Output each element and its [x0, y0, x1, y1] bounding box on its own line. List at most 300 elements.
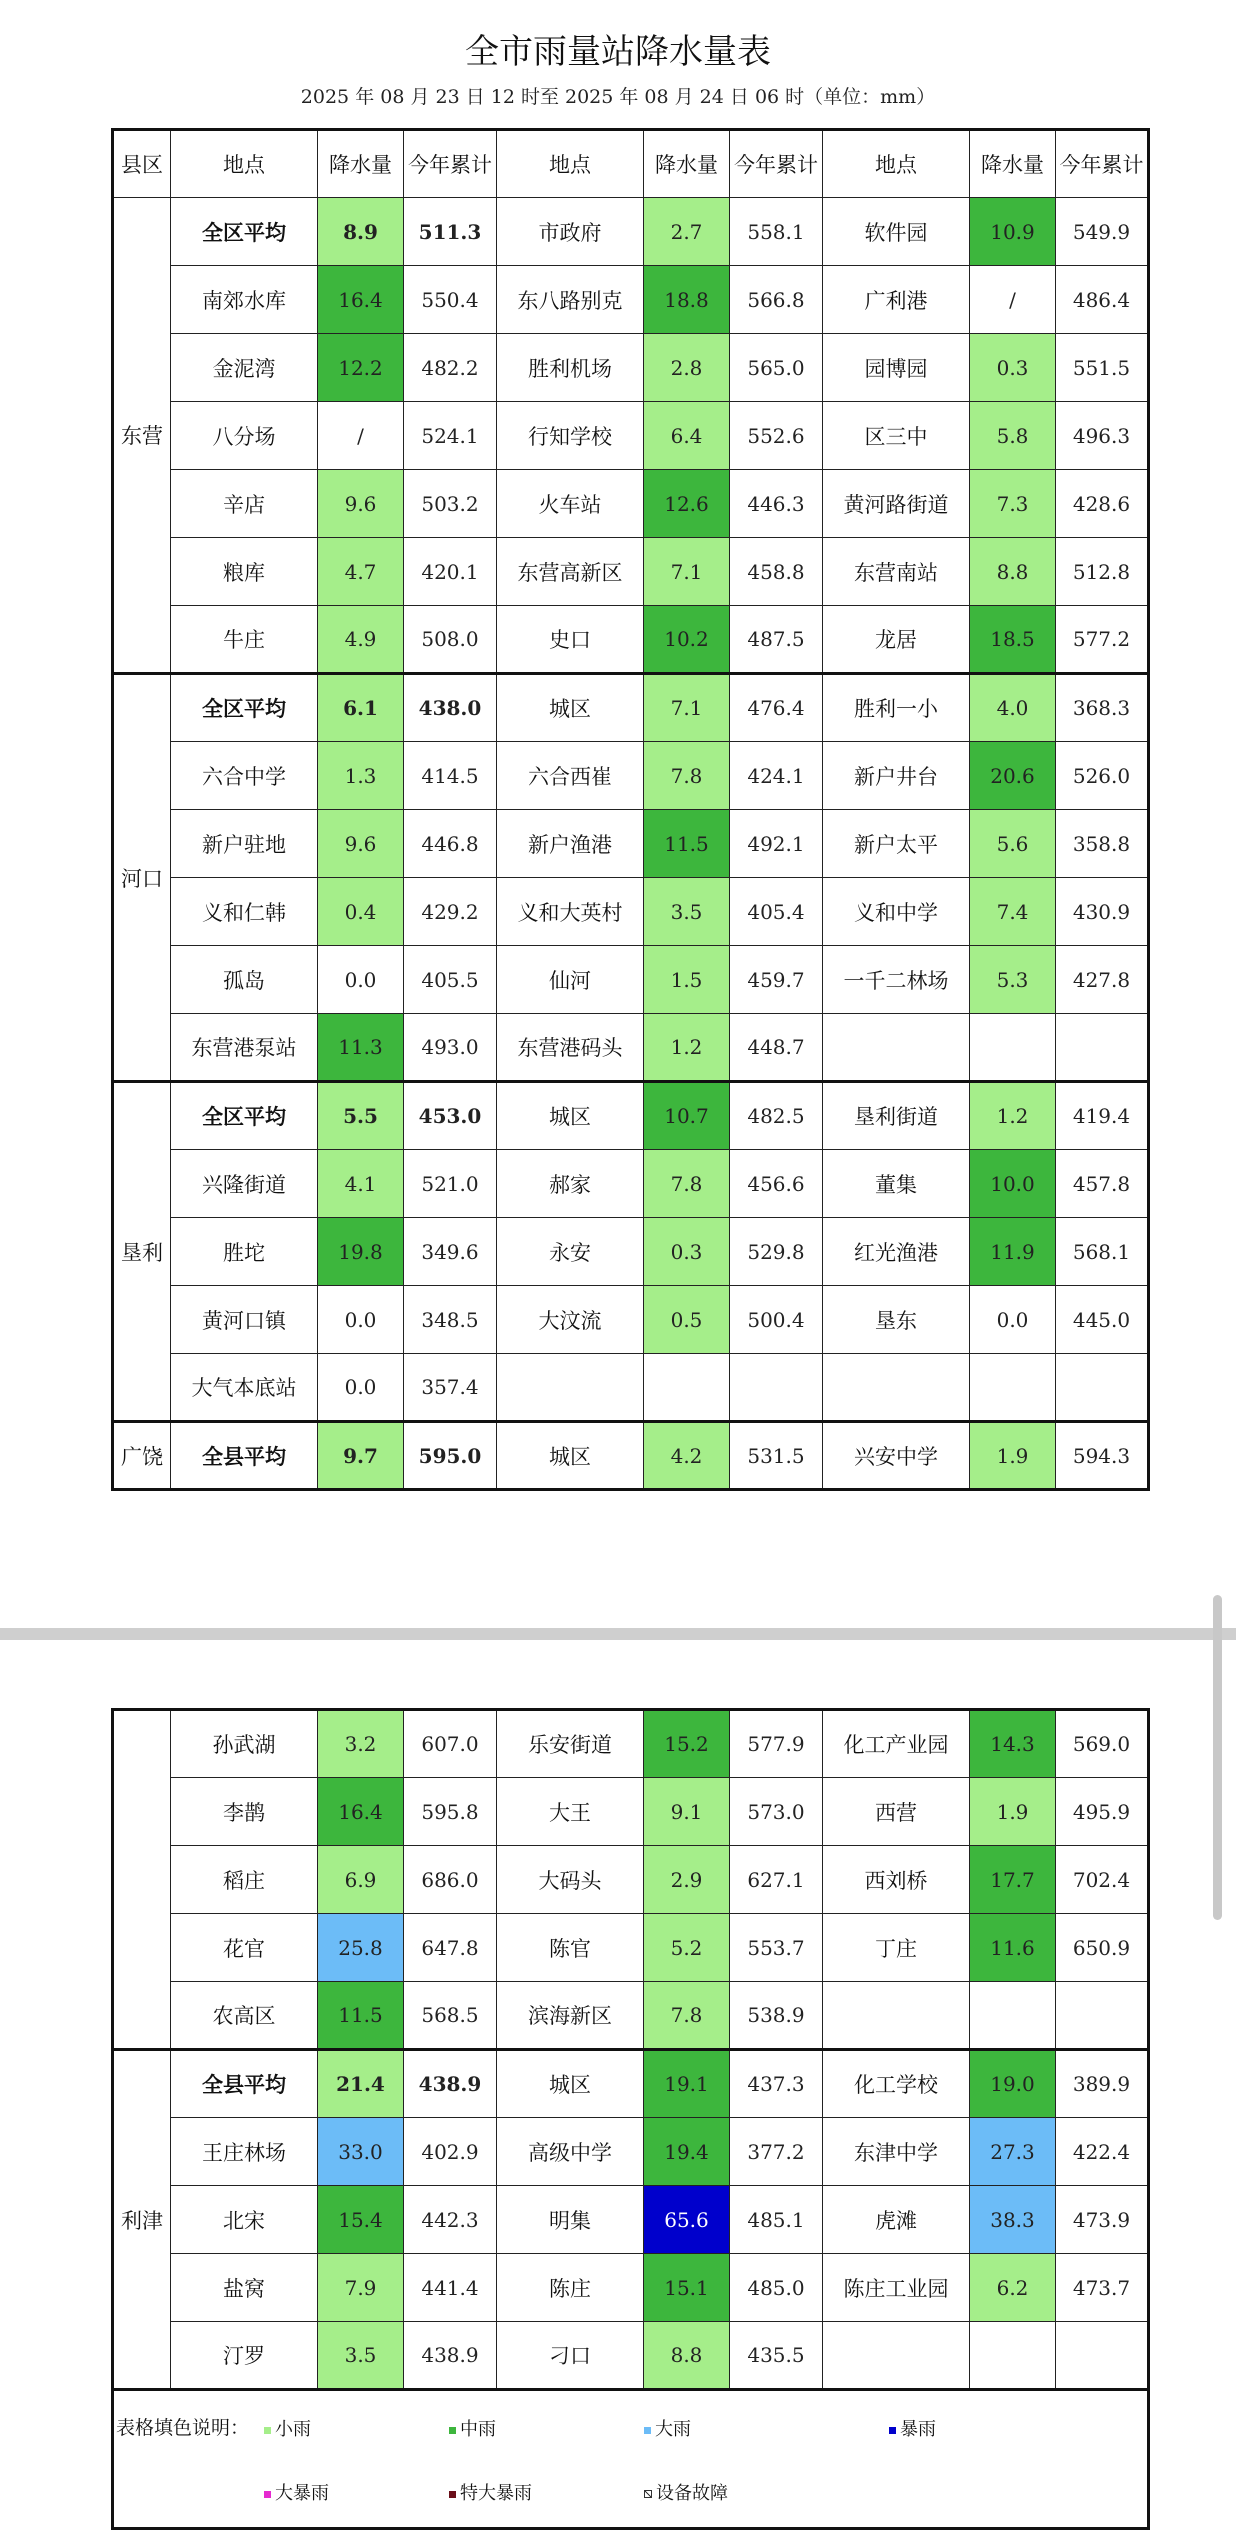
- annual-total: 402.9: [404, 2118, 497, 2186]
- page-title: 全市雨量站降水量表: [465, 32, 771, 72]
- table-row: [113, 1150, 1149, 1218]
- annual-total: 482.2: [404, 334, 497, 402]
- rainfall-value: 7.8: [644, 742, 730, 810]
- rainfall-value: 0.3: [644, 1218, 730, 1286]
- rainfall-value: 5.3: [970, 946, 1056, 1014]
- annual-total: 524.1: [404, 402, 497, 470]
- table-row: [113, 946, 1149, 1014]
- legend-item: [889, 2415, 936, 2441]
- station-name: 仙河: [497, 946, 644, 1014]
- station-name: 广利港: [823, 266, 970, 334]
- station-name: 火车站: [497, 470, 644, 538]
- station-name: 化工学校: [823, 2050, 970, 2118]
- annual-total: 457.8: [1056, 1150, 1149, 1218]
- annual-total: [1056, 1354, 1149, 1422]
- annual-total: 647.8: [404, 1914, 497, 1982]
- rainfall-value: 1.5: [644, 946, 730, 1014]
- rainfall-value: 1.3: [318, 742, 404, 810]
- table-row: [113, 334, 1149, 402]
- rainfall-value: 7.3: [970, 470, 1056, 538]
- table-row: [113, 1982, 1149, 2050]
- rainfall-value: 19.4: [644, 2118, 730, 2186]
- annual-total: 550.4: [404, 266, 497, 334]
- station-name: 新户驻地: [171, 810, 318, 878]
- annual-total: 568.1: [1056, 1218, 1149, 1286]
- annual-total: 702.4: [1056, 1846, 1149, 1914]
- annual-total: 429.2: [404, 878, 497, 946]
- rainfall-value: 6.4: [644, 402, 730, 470]
- annual-total: 549.9: [1056, 198, 1149, 266]
- station-name: 东津中学: [823, 2118, 970, 2186]
- annual-total: 508.0: [404, 606, 497, 674]
- station-name: 兴隆街道: [171, 1150, 318, 1218]
- annual-total: 430.9: [1056, 878, 1149, 946]
- annual-total: 503.2: [404, 470, 497, 538]
- station-name: 滨海新区: [497, 1982, 644, 2050]
- legend-title: 表格填色说明：: [116, 2417, 250, 2439]
- station-name: 大气本底站: [171, 1354, 318, 1422]
- table-row: [113, 674, 1149, 742]
- rainfall-value: 14.3: [970, 1710, 1056, 1778]
- annual-total: 495.9: [1056, 1778, 1149, 1846]
- station-name: 西刘桥: [823, 1846, 970, 1914]
- rainfall-value: 1.2: [970, 1082, 1056, 1150]
- station-name: 金泥湾: [171, 334, 318, 402]
- rainfall-value: 4.1: [318, 1150, 404, 1218]
- rainfall-value: 7.1: [644, 538, 730, 606]
- annual-total: 529.8: [730, 1218, 823, 1286]
- annual-total: 607.0: [404, 1710, 497, 1778]
- column-header: 降水量: [644, 130, 730, 198]
- rainfall-value: 2.8: [644, 334, 730, 402]
- station-name: 全县平均: [171, 1422, 318, 1490]
- rainfall-value: [970, 1354, 1056, 1422]
- station-name: 东营高新区: [497, 538, 644, 606]
- rainfall-value: 1.9: [970, 1778, 1056, 1846]
- table-row: [113, 402, 1149, 470]
- annual-total: 358.8: [1056, 810, 1149, 878]
- annual-total: 424.1: [730, 742, 823, 810]
- annual-total: [1056, 1014, 1149, 1082]
- station-name: 东营港泵站: [171, 1014, 318, 1082]
- annual-total: 453.0: [404, 1082, 497, 1150]
- station-name: 全区平均: [171, 198, 318, 266]
- station-name: 垦利街道: [823, 1082, 970, 1150]
- station-name: 城区: [497, 2050, 644, 2118]
- rainfall-value: /: [970, 266, 1056, 334]
- rainfall-value: 7.4: [970, 878, 1056, 946]
- station-name: 陈庄工业园: [823, 2254, 970, 2322]
- station-name: 义和中学: [823, 878, 970, 946]
- station-name: 花官: [171, 1914, 318, 1982]
- annual-total: 473.9: [1056, 2186, 1149, 2254]
- table-row: [113, 1014, 1149, 1082]
- rainfall-value: 3.2: [318, 1710, 404, 1778]
- rainfall-value: 8.9: [318, 198, 404, 266]
- rainfall-value: 11.5: [318, 1982, 404, 2050]
- table-row: [113, 198, 1149, 266]
- legend-item: [449, 2415, 496, 2441]
- rainfall-value: 9.1: [644, 1778, 730, 1846]
- column-header: 地点: [823, 130, 970, 198]
- station-name: 八分场: [171, 402, 318, 470]
- annual-total: 427.8: [1056, 946, 1149, 1014]
- station-name: 城区: [497, 1082, 644, 1150]
- table-row: [113, 2186, 1149, 2254]
- legend-item: [644, 2479, 728, 2505]
- annual-total: 458.8: [730, 538, 823, 606]
- station-name: 大汶流: [497, 1286, 644, 1354]
- rainfall-value: 0.0: [970, 1286, 1056, 1354]
- rainfall-value: 0.0: [318, 1354, 404, 1422]
- rainfall-value: 5.5: [318, 1082, 404, 1150]
- station-name: 东营南站: [823, 538, 970, 606]
- annual-total: [1056, 1982, 1149, 2050]
- table-row: [113, 1354, 1149, 1422]
- rainfall-value: 11.9: [970, 1218, 1056, 1286]
- station-name: 黄河口镇: [171, 1286, 318, 1354]
- rainfall-value: 19.8: [318, 1218, 404, 1286]
- rainfall-value: 4.0: [970, 674, 1056, 742]
- annual-total: 558.1: [730, 198, 823, 266]
- station-name: 区三中: [823, 402, 970, 470]
- station-name: 稻庄: [171, 1846, 318, 1914]
- legend-swatch-icon: [264, 2427, 271, 2434]
- table-row: [113, 2322, 1149, 2390]
- station-name: 化工产业园: [823, 1710, 970, 1778]
- rainfall-value: 25.8: [318, 1914, 404, 1982]
- annual-total: 553.7: [730, 1914, 823, 1982]
- rainfall-value: 4.2: [644, 1422, 730, 1490]
- legend-swatch-icon: [889, 2427, 896, 2434]
- annual-total: 595.0: [404, 1422, 497, 1490]
- table-row: [113, 1082, 1149, 1150]
- rainfall-value: 15.2: [644, 1710, 730, 1778]
- annual-total: 531.5: [730, 1422, 823, 1490]
- rainfall-value: 7.8: [644, 1150, 730, 1218]
- rainfall-value: 6.2: [970, 2254, 1056, 2322]
- legend-item: [264, 2479, 329, 2505]
- scrollbar[interactable]: [1213, 1595, 1222, 1920]
- rainfall-value: 7.8: [644, 1982, 730, 2050]
- annual-total: 438.9: [404, 2050, 497, 2118]
- station-name: 胜坨: [171, 1218, 318, 1286]
- rainfall-table-page-2: [111, 1708, 1150, 2530]
- station-name: 新户太平: [823, 810, 970, 878]
- rainfall-value: 6.9: [318, 1846, 404, 1914]
- annual-total: 445.0: [1056, 1286, 1149, 1354]
- station-name: 陈庄: [497, 2254, 644, 2322]
- station-name: 大码头: [497, 1846, 644, 1914]
- annual-total: 473.7: [1056, 2254, 1149, 2322]
- station-name: 新户井台: [823, 742, 970, 810]
- rainfall-value: 0.0: [318, 1286, 404, 1354]
- rainfall-value: 10.2: [644, 606, 730, 674]
- rainfall-value: 21.4: [318, 2050, 404, 2118]
- rainfall-value: 15.1: [644, 2254, 730, 2322]
- annual-total: 476.4: [730, 674, 823, 742]
- annual-total: 594.3: [1056, 1422, 1149, 1490]
- annual-total: [1056, 2322, 1149, 2390]
- annual-total: 420.1: [404, 538, 497, 606]
- column-header: 降水量: [970, 130, 1056, 198]
- county-cell: 利津: [113, 2050, 171, 2390]
- annual-total: 456.6: [730, 1150, 823, 1218]
- station-name: 城区: [497, 674, 644, 742]
- station-name: 孙武湖: [171, 1710, 318, 1778]
- rainfall-value: [970, 2322, 1056, 2390]
- station-name: 六合西崔: [497, 742, 644, 810]
- legend-label: 大雨: [655, 2419, 691, 2440]
- rainfall-value: 5.8: [970, 402, 1056, 470]
- rainfall-value: 7.1: [644, 674, 730, 742]
- annual-total: 500.4: [730, 1286, 823, 1354]
- rainfall-value: 11.5: [644, 810, 730, 878]
- rainfall-value: 18.5: [970, 606, 1056, 674]
- legend-swatch-icon: [449, 2491, 456, 2498]
- station-name: 胜利机场: [497, 334, 644, 402]
- table-row: [113, 1218, 1149, 1286]
- rainfall-value: 33.0: [318, 2118, 404, 2186]
- station-name: 郝家: [497, 1150, 644, 1218]
- rainfall-value: 5.6: [970, 810, 1056, 878]
- annual-total: 492.1: [730, 810, 823, 878]
- annual-total: 368.3: [1056, 674, 1149, 742]
- station-name: 龙居: [823, 606, 970, 674]
- annual-total: 441.4: [404, 2254, 497, 2322]
- table-row: [113, 878, 1149, 946]
- station-name: 王庄林场: [171, 2118, 318, 2186]
- column-header: 县区: [113, 130, 171, 198]
- station-name: 盐窝: [171, 2254, 318, 2322]
- table-row: [113, 538, 1149, 606]
- station-name: 东八路别克: [497, 266, 644, 334]
- rainfall-value: 9.6: [318, 810, 404, 878]
- annual-total: 551.5: [1056, 334, 1149, 402]
- legend-label: 小雨: [275, 2419, 311, 2440]
- rainfall-value: 9.7: [318, 1422, 404, 1490]
- annual-total: 650.9: [1056, 1914, 1149, 1982]
- rainfall-value: 12.6: [644, 470, 730, 538]
- rainfall-value: 3.5: [318, 2322, 404, 2390]
- annual-total: 686.0: [404, 1846, 497, 1914]
- annual-total: 552.6: [730, 402, 823, 470]
- column-header: 降水量: [318, 130, 404, 198]
- legend-swatch-icon: [449, 2427, 456, 2434]
- table-row: [113, 1710, 1149, 1778]
- table-row: [113, 1778, 1149, 1846]
- table-row: [113, 2118, 1149, 2186]
- annual-total: 414.5: [404, 742, 497, 810]
- annual-total: 577.2: [1056, 606, 1149, 674]
- legend-swatch-icon: [644, 2427, 651, 2434]
- annual-total: 446.8: [404, 810, 497, 878]
- annual-total: 526.0: [1056, 742, 1149, 810]
- legend-label: 中雨: [460, 2419, 496, 2440]
- table-row: [113, 266, 1149, 334]
- rainfall-value: [970, 1014, 1056, 1082]
- station-name: 永安: [497, 1218, 644, 1286]
- annual-total: 482.5: [730, 1082, 823, 1150]
- annual-total: 442.3: [404, 2186, 497, 2254]
- annual-total: 459.7: [730, 946, 823, 1014]
- county-cell: 垦利: [113, 1082, 171, 1422]
- station-name: 兴安中学: [823, 1422, 970, 1490]
- station-name: 黄河路街道: [823, 470, 970, 538]
- annual-total: 486.4: [1056, 266, 1149, 334]
- county-cell: 广饶: [113, 1422, 171, 1490]
- table-row: [113, 1286, 1149, 1354]
- station-name: 李鹊: [171, 1778, 318, 1846]
- legend-item: [644, 2415, 691, 2441]
- rainfall-value: 10.9: [970, 198, 1056, 266]
- station-name: 高级中学: [497, 2118, 644, 2186]
- rainfall-value: 12.2: [318, 334, 404, 402]
- annual-total: 405.4: [730, 878, 823, 946]
- annual-total: 595.8: [404, 1778, 497, 1846]
- header-row: [113, 130, 1149, 198]
- rainfall-value: 0.0: [318, 946, 404, 1014]
- legend-label: 设备故障: [656, 2483, 728, 2504]
- station-name: [497, 1354, 644, 1422]
- station-name: 城区: [497, 1422, 644, 1490]
- rainfall-value: 5.2: [644, 1914, 730, 1982]
- table-row: [113, 2254, 1149, 2322]
- rainfall-value: 11.6: [970, 1914, 1056, 1982]
- station-name: 一千二林场: [823, 946, 970, 1014]
- rainfall-value: 2.7: [644, 198, 730, 266]
- rainfall-table-page-1: [111, 128, 1150, 1491]
- station-name: 辛店: [171, 470, 318, 538]
- station-name: 义和仁韩: [171, 878, 318, 946]
- rainfall-value: 0.4: [318, 878, 404, 946]
- column-header: 地点: [171, 130, 318, 198]
- page-subtitle: 2025 年 08 月 23 日 12 时至 2025 年 08 月 24 日 06 时（单位：mm）: [300, 86, 936, 108]
- rainfall-value: 18.8: [644, 266, 730, 334]
- table-row: [113, 606, 1149, 674]
- rainfall-value: 4.7: [318, 538, 404, 606]
- station-name: 软件园: [823, 198, 970, 266]
- station-name: 乐安街道: [497, 1710, 644, 1778]
- annual-total: 438.0: [404, 674, 497, 742]
- rainfall-value: 8.8: [970, 538, 1056, 606]
- annual-total: 565.0: [730, 334, 823, 402]
- legend: [113, 2390, 1149, 2529]
- annual-total: 568.5: [404, 1982, 497, 2050]
- rainfall-value: 27.3: [970, 2118, 1056, 2186]
- station-name: 新户渔港: [497, 810, 644, 878]
- station-name: 东营港码头: [497, 1014, 644, 1082]
- rainfall-value: 65.6: [644, 2186, 730, 2254]
- rainfall-value: 17.7: [970, 1846, 1056, 1914]
- rainfall-value: 1.9: [970, 1422, 1056, 1490]
- rainfall-value: 10.7: [644, 1082, 730, 1150]
- annual-total: 448.7: [730, 1014, 823, 1082]
- column-header: 今年累计: [730, 130, 823, 198]
- rainfall-value: 38.3: [970, 2186, 1056, 2254]
- rainfall-value: 4.9: [318, 606, 404, 674]
- annual-total: 348.5: [404, 1286, 497, 1354]
- legend-label: 暴雨: [900, 2419, 936, 2440]
- rainfall-value: 0.3: [970, 334, 1056, 402]
- annual-total: 435.5: [730, 2322, 823, 2390]
- station-name: 义和大英村: [497, 878, 644, 946]
- station-name: 全县平均: [171, 2050, 318, 2118]
- column-header: 地点: [497, 130, 644, 198]
- station-name: [823, 2322, 970, 2390]
- station-name: 市政府: [497, 198, 644, 266]
- rainfall-value: 9.6: [318, 470, 404, 538]
- rainfall-value: 1.2: [644, 1014, 730, 1082]
- county-cell: 河口: [113, 674, 171, 1082]
- station-name: 陈官: [497, 1914, 644, 1982]
- station-name: [823, 1014, 970, 1082]
- county-cell: 东营: [113, 198, 171, 674]
- annual-total: 419.4: [1056, 1082, 1149, 1150]
- station-name: 全区平均: [171, 674, 318, 742]
- station-name: 明集: [497, 2186, 644, 2254]
- annual-total: 422.4: [1056, 2118, 1149, 2186]
- station-name: 孤岛: [171, 946, 318, 1014]
- station-name: 牛庄: [171, 606, 318, 674]
- annual-total: 438.9: [404, 2322, 497, 2390]
- rainfall-value: [644, 1354, 730, 1422]
- annual-total: 512.8: [1056, 538, 1149, 606]
- annual-total: 377.2: [730, 2118, 823, 2186]
- annual-total: 627.1: [730, 1846, 823, 1914]
- annual-total: 437.3: [730, 2050, 823, 2118]
- annual-total: 349.6: [404, 1218, 497, 1286]
- station-name: 西营: [823, 1778, 970, 1846]
- annual-total: 428.6: [1056, 470, 1149, 538]
- legend-label: 特大暴雨: [460, 2483, 532, 2504]
- annual-total: 405.5: [404, 946, 497, 1014]
- page-divider: [0, 1628, 1236, 1640]
- station-name: [823, 1354, 970, 1422]
- county-cell: [113, 1710, 171, 2050]
- rainfall-value: 11.3: [318, 1014, 404, 1082]
- rainfall-value: 16.4: [318, 266, 404, 334]
- annual-total: 566.8: [730, 266, 823, 334]
- column-header: 今年累计: [1056, 130, 1149, 198]
- rainfall-value: /: [318, 402, 404, 470]
- legend-row: [113, 2390, 1149, 2529]
- station-name: [823, 1982, 970, 2050]
- station-name: 全区平均: [171, 1082, 318, 1150]
- annual-total: 389.9: [1056, 2050, 1149, 2118]
- annual-total: 496.3: [1056, 402, 1149, 470]
- annual-total: 569.0: [1056, 1710, 1149, 1778]
- table-row: [113, 1846, 1149, 1914]
- station-name: 六合中学: [171, 742, 318, 810]
- annual-total: [730, 1354, 823, 1422]
- table-row: [113, 810, 1149, 878]
- annual-total: 485.1: [730, 2186, 823, 2254]
- rainfall-value: 2.9: [644, 1846, 730, 1914]
- rainfall-value: 7.9: [318, 2254, 404, 2322]
- rainfall-value: 6.1: [318, 674, 404, 742]
- legend-item: [264, 2415, 311, 2441]
- rainfall-value: 16.4: [318, 1778, 404, 1846]
- table-row: [113, 2050, 1149, 2118]
- station-name: 北宋: [171, 2186, 318, 2254]
- table-row: [113, 1914, 1149, 1982]
- rainfall-value: [970, 1982, 1056, 2050]
- station-name: 丁庄: [823, 1914, 970, 1982]
- annual-total: 577.9: [730, 1710, 823, 1778]
- annual-total: 493.0: [404, 1014, 497, 1082]
- legend-swatch-icon: [644, 2490, 652, 2498]
